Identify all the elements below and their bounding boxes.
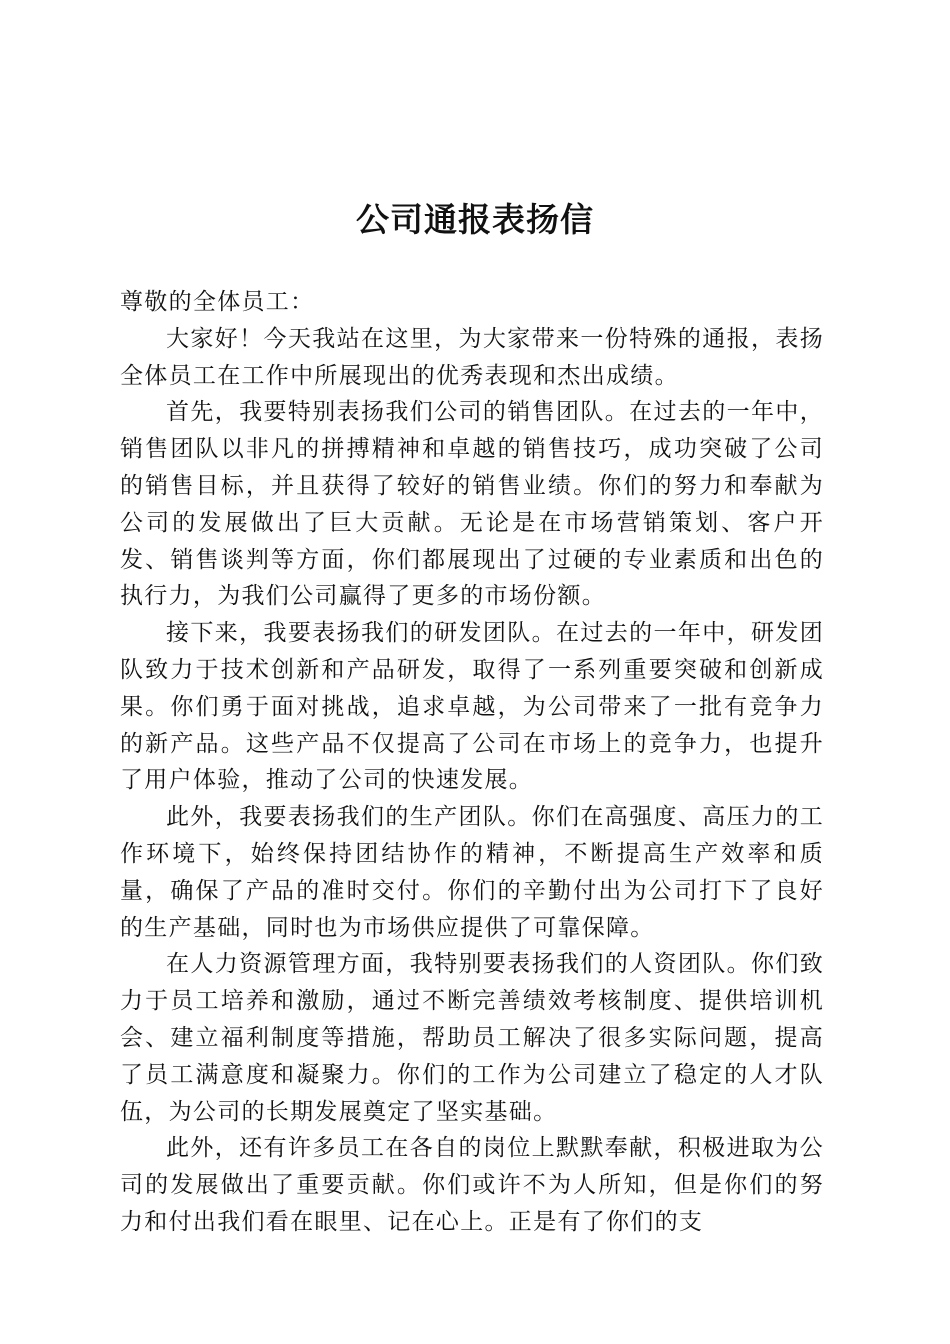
paragraph-sales-team: 首先，我要特别表扬我们公司的销售团队。在过去的一年中，销售团队以非凡的拼搏精神和卓越的销售技巧，成功突破了公司的销售目标，并且获得了较好的销售业绩。你们的努力和奉献为公司的发展做出了巨大贡献。无论是在市场营销策划、客户开发、销售谈判等方面，你们都展现出了过硬的专业素质和出色的执行力，为我们公司赢得了更多的市场份额。 bbox=[120, 399, 824, 610]
paragraph-rd-team: 接下来，我要表扬我们的研发团队。在过去的一年中，研发团队致力于技术创新和产品研发，取得了一系列重要突破和创新成果。你们勇于面对挑战，追求卓越，为公司带来了一批有竞争力的新产品。这些产品不仅提高了公司在市场上的竞争力，也提升了用户体验，推动了公司的快速发展。 bbox=[120, 620, 824, 794]
document-body bbox=[120, 284, 824, 1241]
paragraph-greeting: 大家好！今天我站在这里，为大家带来一份特殊的通报，表扬全体员工在工作中所展现出的优秀表现和杰出成绩。 bbox=[120, 325, 824, 389]
salutation: 尊敬的全体员工： bbox=[120, 289, 315, 315]
document-title: 公司通报表扬信 bbox=[356, 200, 594, 239]
paragraph-hr-team: 在人力资源管理方面，我特别要表扬我们的人资团队。你们致力于员工培养和激励，通过不断完善绩效考核制度、提供培训机会、建立福利制度等措施，帮助员工解决了很多实际问题，提高了员工满意度和凝聚力。你们的工作为公司建立了稳定的人才队伍，为公司的长期发展奠定了坚实基础。 bbox=[120, 951, 824, 1125]
paragraph-production-team: 此外，我要表扬我们的生产团队。你们在高强度、高压力的工作环境下，始终保持团结协作的精神，不断提高生产效率和质量，确保了产品的准时交付。你们的辛勤付出为公司打下了良好的生产基础，同时也为市场供应提供了可靠保障。 bbox=[120, 804, 824, 941]
paragraph-other-staff: 此外，还有许多员工在各自的岗位上默默奉献，积极进取为公司的发展做出了重要贡献。你们或许不为人所知，但是你们的努力和付出我们看在眼里、记在心上。正是有了你们的支 bbox=[120, 1135, 824, 1235]
